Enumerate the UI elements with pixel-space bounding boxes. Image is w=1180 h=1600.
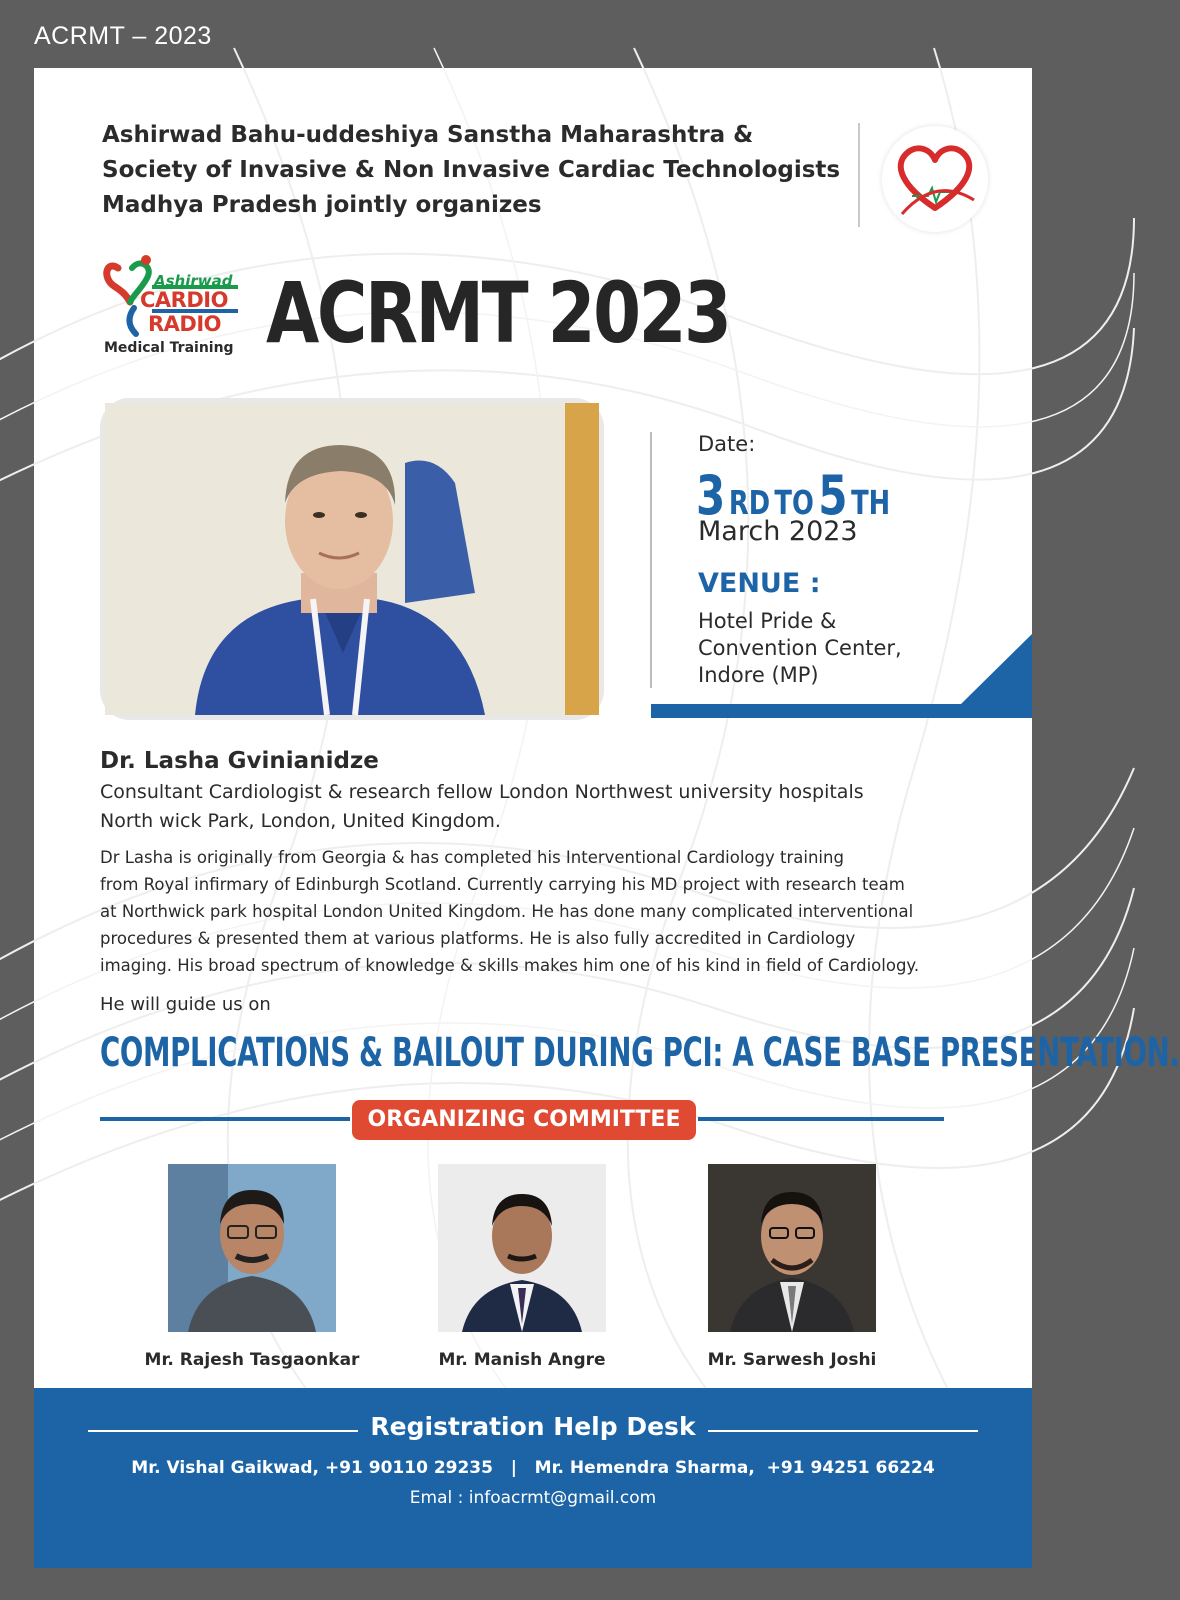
date-start-suffix: RD xyxy=(728,483,771,522)
bio-line: imaging. His broad spectrum of knowledge & skills makes him one of his kind in field of Cardiology. xyxy=(100,956,920,975)
committee-heading: ORGANIZING COMMITTEE xyxy=(352,1100,696,1140)
footer-title xyxy=(34,1412,1032,1441)
logo-word-cardio: CARDIO xyxy=(140,288,228,312)
logo-word-radio: RADIO xyxy=(148,312,222,336)
logo-word-ashirwad: Ashirwad xyxy=(154,272,233,290)
organizers-text xyxy=(102,118,842,223)
member-portrait-illustration xyxy=(438,1164,606,1332)
date-end-suffix: TH xyxy=(851,483,891,522)
speaker-role xyxy=(100,778,960,836)
committee-member xyxy=(122,1164,382,1370)
member-portrait-illustration xyxy=(708,1164,876,1332)
committee-line-right xyxy=(698,1117,944,1121)
member-name: Mr. Manish Angre xyxy=(438,1350,606,1370)
member-name: Mr. Sarwesh Joshi xyxy=(707,1350,877,1370)
footer-email[interactable]: Emal : infoacrmt@gmail.com xyxy=(409,1488,657,1508)
window-title: ACRMT – 2023 xyxy=(34,22,212,50)
date-end-number: 5 xyxy=(818,464,847,527)
organizer-line: Madhya Pradesh jointly organizes xyxy=(102,192,542,218)
member-name: Mr. Rajesh Tasgaonkar xyxy=(144,1350,360,1370)
speaker-role-line: North wick Park, London, United Kingdom. xyxy=(100,810,501,832)
event-title: ACRMT 2023 xyxy=(266,264,730,362)
date-start-number: 3 xyxy=(696,464,725,527)
heart-icon xyxy=(882,126,988,232)
member-portrait-illustration xyxy=(168,1164,336,1332)
committee-member xyxy=(662,1164,922,1370)
speaker-photo xyxy=(100,398,604,720)
date-month-year: March 2023 xyxy=(698,516,858,547)
speaker-bio xyxy=(100,844,980,979)
venue-line: Indore (MP) xyxy=(698,663,819,687)
venue-label: VENUE : xyxy=(698,568,821,599)
header-divider xyxy=(858,123,860,227)
presentation-topic: COMPLICATIONS & BAILOUT DURING PCI: A CASE BASE PRESENTATION. xyxy=(100,1030,1180,1076)
heart-logo xyxy=(882,126,988,232)
committee-line-left xyxy=(100,1117,350,1121)
registration-footer xyxy=(34,1388,1032,1568)
acrmt-logo xyxy=(100,248,250,358)
event-poster xyxy=(34,68,1180,1568)
venue-line: Hotel Pride & xyxy=(698,609,837,633)
date-label: Date: xyxy=(698,432,756,456)
member-photo xyxy=(708,1164,876,1332)
committee-member xyxy=(392,1164,652,1370)
venue-line: Convention Center, xyxy=(698,636,902,660)
bio-line: at Northwick park hospital London United Kingdom. He has done many complicated interventional xyxy=(100,902,914,921)
venue-address xyxy=(698,608,998,689)
member-photo xyxy=(438,1164,606,1332)
organizer-line: Society of Invasive & Non Invasive Cardiac Technologists xyxy=(102,157,841,183)
speaker-portrait-illustration xyxy=(105,403,599,715)
footer-title-text: Registration Help Desk xyxy=(358,1412,707,1441)
footer-contacts: Mr. Vishal Gaikwad, +91 90110 29235 | Mr. Hemendra Sharma, +91 94251 66224 xyxy=(131,1458,935,1478)
guide-text: He will guide us on xyxy=(100,994,271,1015)
organizer-line: Ashirwad Bahu-uddeshiya Sanstha Maharashtra & xyxy=(102,122,754,148)
date-to: TO xyxy=(774,483,814,522)
bio-line: Dr Lasha is originally from Georgia & has completed his Interventional Cardiology training xyxy=(100,848,844,867)
logo-word-medical-training: Medical Training xyxy=(104,340,234,356)
bio-line: procedures & presented them at various platforms. He is also fully accredited in Cardiology xyxy=(100,929,856,948)
member-photo xyxy=(168,1164,336,1332)
speaker-role-line: Consultant Cardiologist & research fellow London Northwest university hospitals xyxy=(100,781,864,803)
speaker-name: Dr. Lasha Gvinianidze xyxy=(100,748,379,774)
bio-line: from Royal infirmary of Edinburgh Scotland. Currently carrying his MD project with research team xyxy=(100,875,905,894)
